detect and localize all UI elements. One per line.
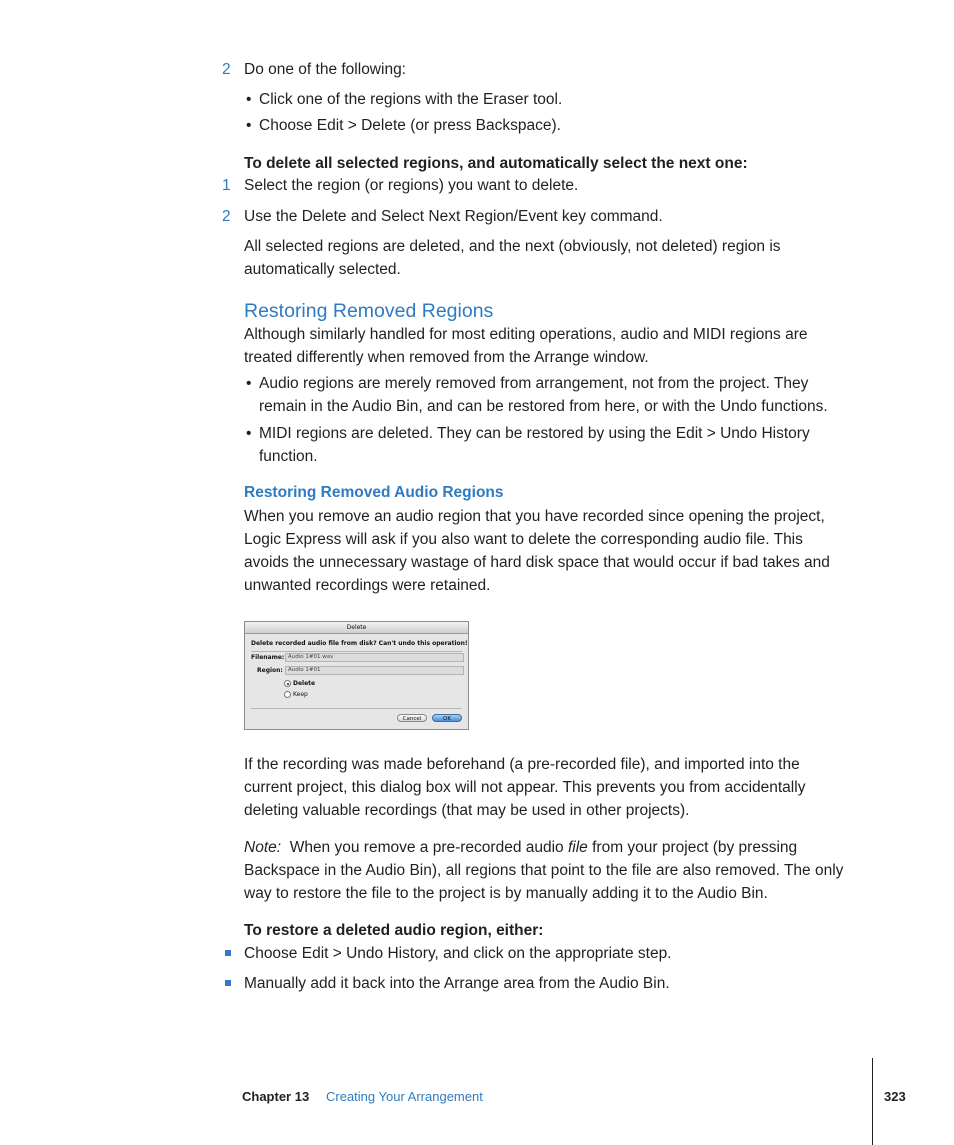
- step-text: Do one of the following:: [244, 61, 406, 78]
- note-line: Backspace in the Audio Bin), all regions that point to the file are also removed. The only: [244, 862, 844, 879]
- step-text: Use the Delete and Select Next Region/Event key command.: [244, 208, 663, 225]
- region-field[interactable]: Audio 1#01: [285, 666, 464, 675]
- step-text: Select the region (or regions) you want to delete.: [244, 177, 579, 194]
- paragraph-line: avoids the unnecessary wastage of hard disk space that would occur if bad takes and: [244, 554, 830, 571]
- region-label: Region:: [257, 667, 283, 674]
- step-number: 2: [222, 208, 231, 225]
- bullet-item: Choose Edit > Delete (or press Backspace).: [259, 117, 561, 134]
- step-number: 2: [222, 61, 231, 78]
- note-line: [244, 836, 797, 859]
- cancel-button[interactable]: Cancel: [397, 714, 427, 722]
- footer-divider: [872, 1058, 873, 1145]
- paragraph-line: If the recording was made beforehand (a pre-recorded file), and imported into the: [244, 756, 800, 773]
- bullet-item: MIDI regions are deleted. They can be restored by using the Edit > Undo History: [259, 425, 810, 442]
- note-text: from your project (by pressing: [587, 839, 798, 856]
- bullet-dot: •: [246, 91, 252, 108]
- subsection-heading: Restoring Removed Audio Regions: [244, 484, 504, 501]
- result-text: All selected regions are deleted, and the next (obviously, not deleted) region is: [244, 238, 781, 255]
- note-emphasis: file: [567, 839, 588, 856]
- paragraph-line: treated differently when removed from the Arrange window.: [244, 349, 649, 366]
- list-item: Manually add it back into the Arrange area from the Audio Bin.: [244, 975, 670, 992]
- bullet-dot: •: [246, 425, 252, 442]
- note-label: Note:: [244, 839, 282, 856]
- paragraph-line: deleting valuable recordings (that may be used in other projects).: [244, 802, 690, 819]
- dialog-title: Delete: [245, 622, 468, 634]
- filename-field[interactable]: Audio 1#01.wav: [285, 653, 464, 662]
- square-bullet-icon: [225, 980, 231, 986]
- paragraph-line: When you remove an audio region that you have recorded since opening the project,: [244, 508, 825, 525]
- bullet-dot: •: [246, 375, 252, 392]
- bullet-dot: •: [246, 117, 252, 134]
- note-text: When you remove a pre-recorded audio: [289, 839, 568, 856]
- paragraph-line: unwanted recordings were retained.: [244, 577, 491, 594]
- step-number: 1: [222, 177, 231, 194]
- dialog-message: Delete recorded audio file from disk? Can't undo this operation!: [251, 640, 468, 647]
- delete-dialog: [244, 621, 469, 730]
- delete-radio-label: Delete: [293, 680, 316, 687]
- keep-radio[interactable]: [284, 691, 291, 698]
- square-bullet-icon: [225, 950, 231, 956]
- paragraph-line: Logic Express will ask if you also want to delete the corresponding audio file. This: [244, 531, 803, 548]
- paragraph-line: Although similarly handled for most editing operations, audio and MIDI regions are: [244, 326, 808, 343]
- bullet-item: function.: [259, 448, 318, 465]
- filename-label: Filename:: [251, 654, 285, 661]
- footer-chapter-title: Creating Your Arrangement: [326, 1089, 483, 1104]
- list-item: Choose Edit > Undo History, and click on the appropriate step.: [244, 945, 672, 962]
- paragraph-line: current project, this dialog box will not appear. This prevents you from accidentally: [244, 779, 806, 796]
- delete-radio[interactable]: [284, 680, 291, 687]
- keep-radio-label: Keep: [293, 691, 308, 698]
- footer-chapter: Chapter 13: [242, 1089, 310, 1104]
- dialog-separator: [251, 708, 462, 709]
- bullet-item: Click one of the regions with the Eraser tool.: [259, 91, 563, 108]
- bullet-item: Audio regions are merely removed from arrangement, not from the project. They: [259, 375, 809, 392]
- dialog-separator: [251, 651, 462, 652]
- task-heading: To restore a deleted audio region, either:: [244, 922, 544, 939]
- ok-button[interactable]: OK: [432, 714, 462, 722]
- section-heading: Restoring Removed Regions: [244, 300, 494, 322]
- page-number: 323: [884, 1089, 906, 1104]
- result-text: automatically selected.: [244, 261, 401, 278]
- bullet-item: remain in the Audio Bin, and can be restored from here, or with the Undo functions.: [259, 398, 828, 415]
- note-line: way to restore the file to the project is by manually adding it to the Audio Bin.: [244, 885, 768, 902]
- task-heading: To delete all selected regions, and automatically select the next one:: [244, 155, 748, 172]
